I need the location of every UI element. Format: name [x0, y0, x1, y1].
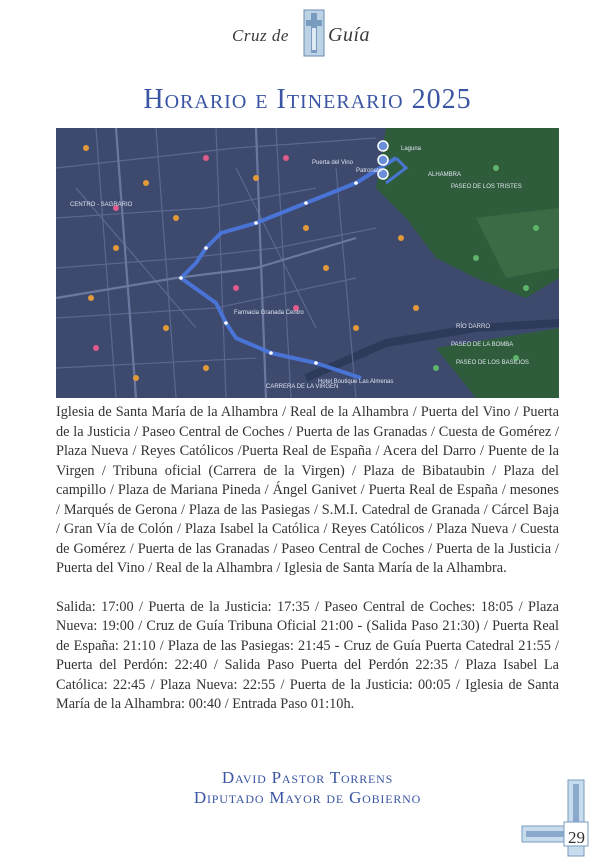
- logo-text-guia: Guía: [328, 24, 370, 46]
- route-map-graphic: [56, 128, 559, 398]
- itinerary-paragraph: Iglesia de Santa María de la Alhambra / Real de la Alhambra / Puerta del Vino / Puerta de la Justicia / Paseo Central de Coches / Puerta de las Granadas / Cuesta de Gomérez / Plaza Nueva / Reyes Católicos /Puerta Real de España / Acera del Darro / Puente de la Virgen / Tribuna oficial (Carrera de la Virgen) / Plaza de Bibataubin / Plaza del campillo / Plaza de Mariana Pineda / Ángel Ganivet / Puerta Real de España / mesones / Marqués de Gerona / Plaza de las Pasiegas / S.M.I. Catedral de Granada / Cárcel Baja / Gran Vía de Colón / Plaza Isabel la Católica / Reyes Católicos / Plaza Nueva / Cuesta de Gomérez / Puerta de las Granadas / Paseo Central de Coches / Puerta de la Justicia / Puerta del Vino / Real de la Alhambra / Iglesia de Santa María de la Alhambra.: [56, 404, 559, 576]
- cross-logo-icon: [302, 8, 326, 58]
- map-label-alhambra: ALHAMBRA: [428, 172, 462, 178]
- map-label-laguna: Laguna: [401, 146, 422, 152]
- map-label-centro: CENTRO - SAGRARIO: [70, 202, 133, 208]
- map-label-rio: RÍO DARRO: [456, 324, 491, 330]
- page-title: Horario e Itinerario 2025: [143, 84, 472, 115]
- page-number: 29: [568, 828, 585, 847]
- route-map: [56, 128, 559, 398]
- schedule-paragraph: Salida: 17:00 / Puerta de la Justicia: 17:35 / Paseo Central de Coches: 18:05 / Plaza Nueva: 19:00 / Cruz de Guía Tribuna Oficial 21:00 - (Salida Paso 21:30) / Puerta Real de España: 21:10 / Plaza de las Pasiegas: 21:45 - Cruz de Guía Puerta Catedral 21:55 / Puerta del Perdón: 22:40 / Salida Paso Puerta del Perdón 22:35 / Plaza Isabel La Católica: 22:45 / Plaza Nueva: 22:55 / Puerta de la Justicia: 00:05 / Iglesia de Santa María de la Alhambra: 00:40 / Entrada Paso 01:10h.: [56, 598, 559, 712]
- signature-role: Diputado Mayor de Gobierno: [193, 788, 422, 807]
- map-label-puerta-vino: Puerta del Vino: [312, 160, 353, 166]
- body-text: [56, 403, 559, 715]
- map-label-farmacia: Farmacia Granada Centro: [234, 310, 304, 316]
- logo-text-cruz-de: Cruz de: [232, 26, 289, 45]
- map-label-patronato: Patronato: [356, 168, 383, 174]
- map-label-bomba: PASEO DE LA BOMBA: [451, 342, 514, 348]
- corner-ornament-icon: [520, 778, 600, 858]
- header-logo: [228, 8, 388, 58]
- map-label-basilios: PASEO DE LOS BASILIOS: [456, 360, 529, 366]
- signature-name: David Pastor Torrens: [221, 768, 394, 787]
- map-label-carrera: CARRERA DE LA VIRGEN: [266, 384, 339, 390]
- map-label-hotel: Hotel Boutique Las Almenas: [318, 379, 394, 385]
- map-label-paseo: PASEO DE LOS TRISTES: [451, 184, 522, 190]
